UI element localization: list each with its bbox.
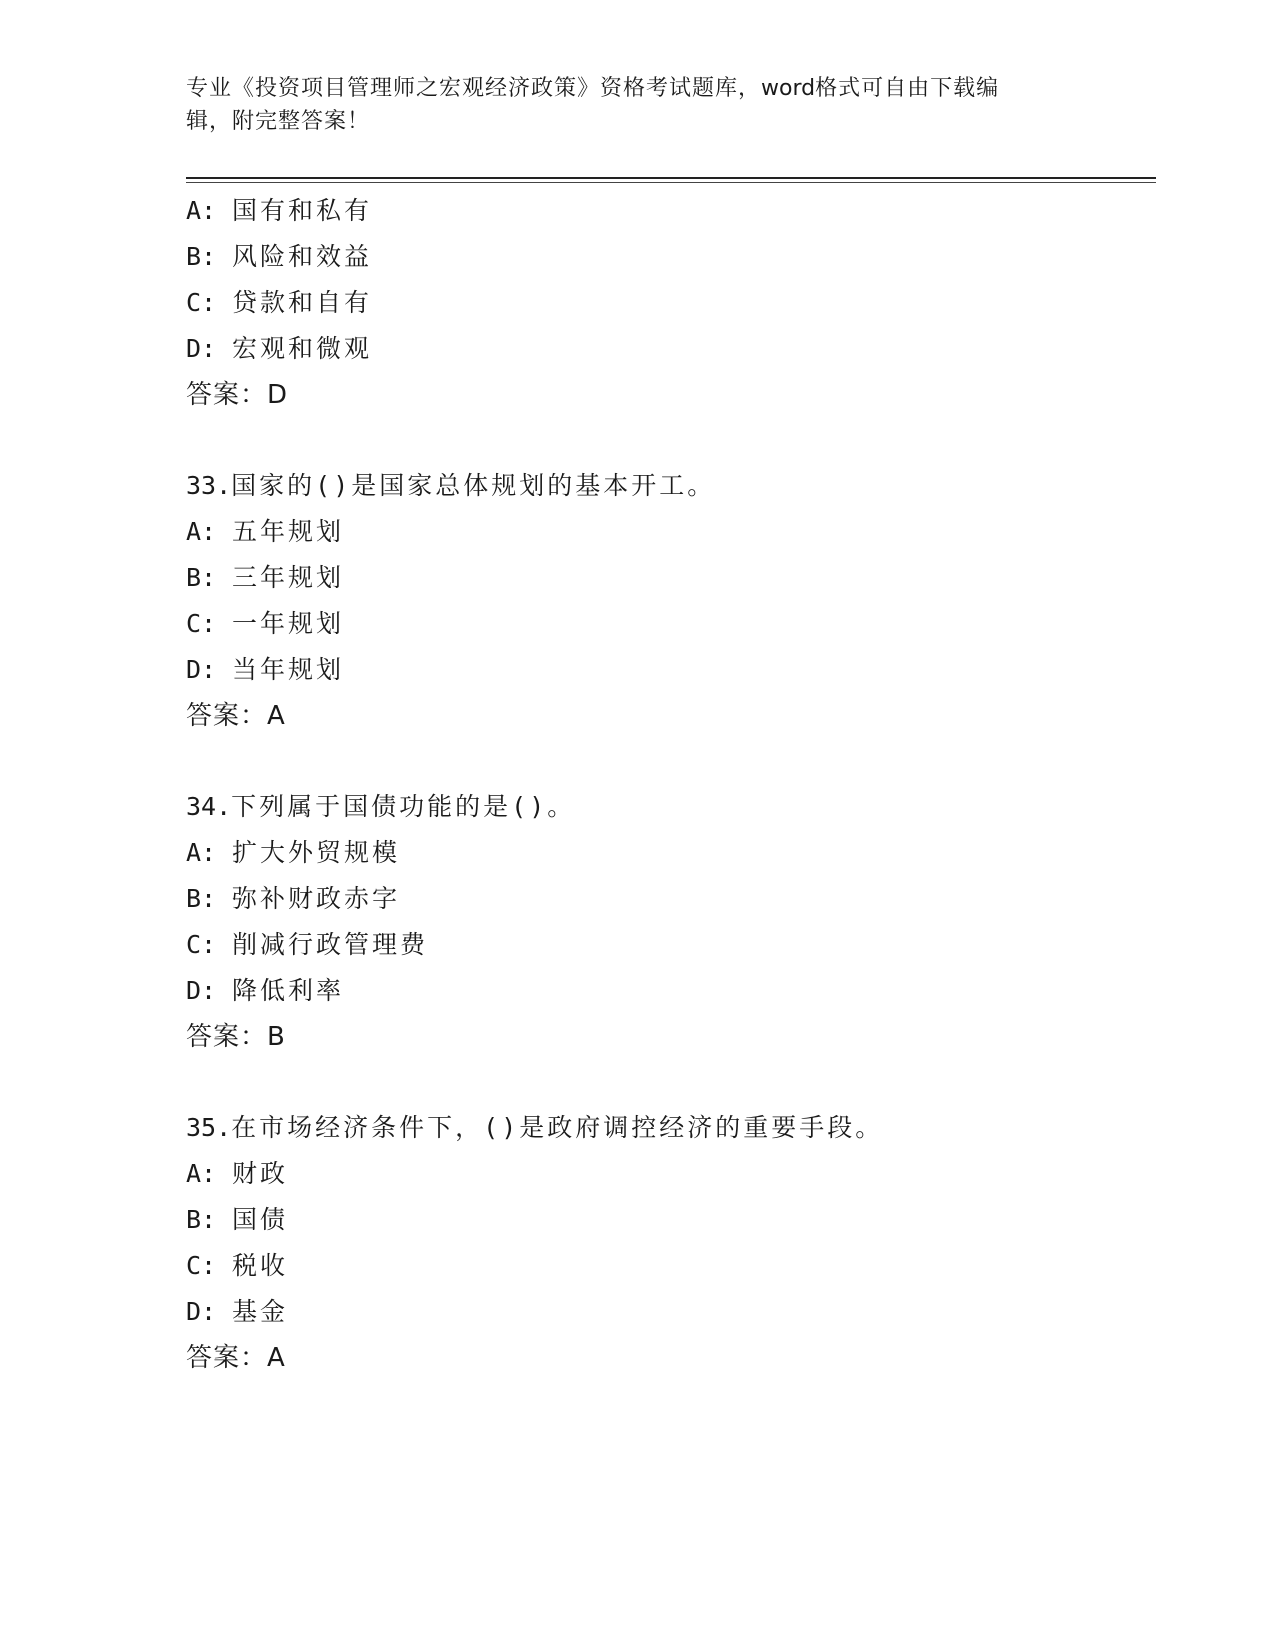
option-c xyxy=(186,1243,1156,1289)
answer-line xyxy=(186,1014,1156,1060)
question-number: 34. xyxy=(186,792,232,821)
option-b xyxy=(186,1197,1156,1243)
option-text: 财政 xyxy=(232,1159,289,1188)
question-text xyxy=(186,463,1156,509)
header-line-2: 辑，附完整答案！ xyxy=(186,109,371,134)
option-a xyxy=(186,830,1156,876)
option-key: B: xyxy=(186,1205,217,1234)
option-text: 三年规划 xyxy=(232,563,345,592)
question-stem: 在市场经济条件下，()是政府调控经济的重要手段。 xyxy=(231,1113,884,1142)
header-divider xyxy=(186,177,1156,179)
option-c xyxy=(186,280,1156,326)
document-page xyxy=(186,0,1156,1650)
answer-line xyxy=(186,693,1156,739)
document-header xyxy=(186,72,1066,138)
option-key: C: xyxy=(186,609,217,638)
option-key: B: xyxy=(186,563,217,592)
option-key: A: xyxy=(186,1159,217,1188)
question-text xyxy=(186,1105,1156,1151)
header-text-pre: 专业《投资项目管理师之宏观经济政策》资格考试题库， xyxy=(186,76,762,101)
option-text: 国有和私有 xyxy=(232,196,373,225)
answer-label: 答案： xyxy=(186,380,268,410)
option-c xyxy=(186,601,1156,647)
header-text-post: 格式可自由下载编 xyxy=(815,76,1000,101)
answer-value: B xyxy=(267,1022,286,1052)
option-text: 当年规划 xyxy=(232,655,345,684)
question-stem: 国家的()是国家总体规划的基本开工。 xyxy=(231,471,716,500)
option-a xyxy=(186,188,1156,234)
header-divider-thin xyxy=(186,182,1156,183)
option-d xyxy=(186,326,1156,372)
option-b xyxy=(186,555,1156,601)
question-number: 35. xyxy=(186,1113,232,1142)
option-text: 宏观和微观 xyxy=(232,334,373,363)
option-b xyxy=(186,876,1156,922)
option-text: 削减行政管理费 xyxy=(232,930,429,959)
option-key: C: xyxy=(186,930,217,959)
option-text: 国债 xyxy=(232,1205,289,1234)
option-key: B: xyxy=(186,242,217,271)
option-a xyxy=(186,509,1156,555)
option-key: C: xyxy=(186,1251,217,1280)
option-text: 风险和效益 xyxy=(232,242,373,271)
option-b xyxy=(186,234,1156,280)
option-key: D: xyxy=(186,655,217,684)
question-number: 33. xyxy=(186,471,232,500)
answer-line xyxy=(186,1335,1156,1381)
answer-line xyxy=(186,372,1156,418)
option-text: 贷款和自有 xyxy=(232,288,373,317)
question-block-33 xyxy=(186,463,1156,739)
answer-label: 答案： xyxy=(186,1022,268,1052)
option-d xyxy=(186,647,1156,693)
option-key: A: xyxy=(186,838,217,867)
header-line-1 xyxy=(186,72,1066,105)
option-key: D: xyxy=(186,334,217,363)
option-text: 税收 xyxy=(232,1251,289,1280)
option-key: D: xyxy=(186,1297,217,1326)
answer-label: 答案： xyxy=(186,1343,268,1373)
option-key: A: xyxy=(186,517,217,546)
question-block-34 xyxy=(186,784,1156,1060)
option-text: 一年规划 xyxy=(232,609,345,638)
question-block-32 xyxy=(186,188,1156,418)
option-a xyxy=(186,1151,1156,1197)
option-d xyxy=(186,968,1156,1014)
answer-value: D xyxy=(267,380,289,410)
question-text xyxy=(186,784,1156,830)
option-key: D: xyxy=(186,976,217,1005)
answer-value: A xyxy=(267,701,286,731)
answer-value: A xyxy=(267,1343,286,1373)
header-text-word: word xyxy=(761,76,816,101)
question-list xyxy=(186,188,1156,1426)
question-block-35 xyxy=(186,1105,1156,1381)
option-d xyxy=(186,1289,1156,1335)
option-text: 扩大外贸规模 xyxy=(232,838,401,867)
option-key: A: xyxy=(186,196,217,225)
option-text: 基金 xyxy=(232,1297,289,1326)
option-c xyxy=(186,922,1156,968)
answer-label: 答案： xyxy=(186,701,268,731)
option-text: 五年规划 xyxy=(232,517,345,546)
option-key: B: xyxy=(186,884,217,913)
option-key: C: xyxy=(186,288,217,317)
question-stem: 下列属于国债功能的是()。 xyxy=(231,792,576,821)
option-text: 弥补财政赤字 xyxy=(232,884,401,913)
option-text: 降低利率 xyxy=(232,976,345,1005)
